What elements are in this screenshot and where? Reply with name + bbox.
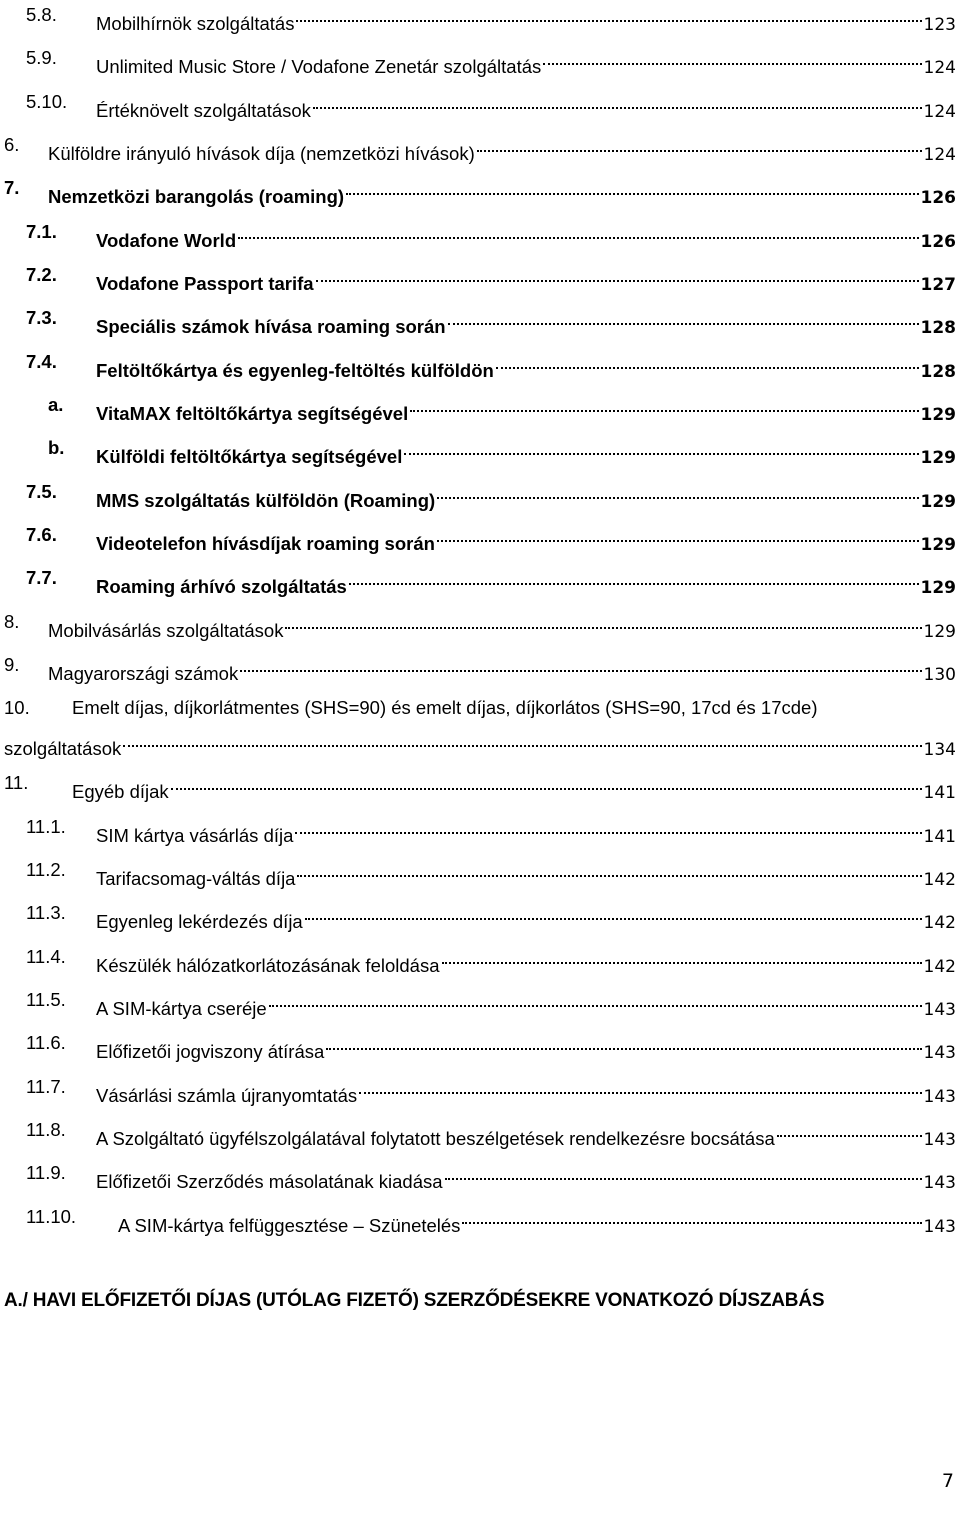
toc-entry[interactable] (0, 1202, 960, 1237)
toc-entry-page: 123 (923, 15, 956, 35)
toc-entry-number: 8. (4, 611, 20, 632)
toc-entry-number: 11.2. (26, 859, 66, 880)
toc-entry-number: 11. (4, 772, 29, 793)
dot-leader (123, 725, 921, 755)
toc-entry-title: Magyarországi számok (48, 663, 239, 684)
toc-entry-number: 7.7. (26, 567, 57, 588)
toc-entry-title: A SIM-kártya cseréje (96, 998, 267, 1019)
toc-entry-page: 142 (923, 870, 956, 890)
toc-entry[interactable] (0, 942, 960, 977)
toc-entry-page: 129 (920, 405, 956, 425)
dot-leader (445, 1158, 922, 1188)
dot-leader (410, 390, 918, 420)
toc-entry-number: 7.1. (26, 221, 57, 242)
toc-entry-number: 9. (4, 654, 20, 675)
dot-leader (313, 87, 922, 117)
toc-entry-page: 141 (923, 783, 956, 803)
toc-entry-page: 142 (923, 913, 956, 933)
toc-entry[interactable] (0, 985, 960, 1020)
toc-entry-number: 11.6. (26, 1032, 66, 1053)
toc-entry[interactable] (0, 520, 960, 555)
toc-entry-title: VitaMAX feltöltőkártya segítségével (96, 403, 409, 424)
toc-entry-number: 5.8. (26, 4, 57, 25)
toc-entry-page: 141 (923, 827, 956, 847)
dot-leader (543, 43, 921, 73)
dot-leader (296, 0, 921, 30)
dot-leader (349, 563, 919, 593)
toc-entry[interactable] (0, 812, 960, 847)
dot-leader (285, 607, 921, 637)
toc-entry-title: A Szolgáltató ügyfélszolgálatával folytatott beszélgetések rendelkezésre bocsátása (96, 1128, 775, 1149)
dot-leader (346, 173, 918, 203)
toc-entry-title: Videotelefon hívásdíjak roaming során (96, 533, 435, 554)
toc-entry-title: Nemzetközi barangolás (roaming) (48, 186, 345, 207)
toc-entry-page: 126 (920, 188, 956, 208)
toc-entry[interactable] (0, 607, 960, 642)
toc-entry-number: 6. (4, 134, 20, 155)
toc-entry-title: Előfizetői jogviszony átírása (96, 1041, 325, 1062)
toc-entry-title: Emelt díjas, díjkorlátmentes (SHS=90) és emelt díjas, díjkorlátos (SHS=90, 17cd és 17cde) (72, 697, 818, 718)
toc-entry[interactable] (0, 390, 960, 425)
toc-entry-number: 11.8. (26, 1119, 66, 1140)
toc-entry[interactable] (0, 217, 960, 252)
toc-entry-page: 127 (920, 275, 956, 295)
toc-entry-number: 7. (4, 177, 20, 198)
toc-entry[interactable] (0, 477, 960, 512)
toc-entry[interactable] (0, 347, 960, 382)
toc-entry-page: 124 (923, 145, 956, 165)
dot-leader (477, 130, 922, 160)
dot-leader (448, 303, 919, 333)
toc-entry-page: 129 (923, 622, 956, 642)
toc-entry-page: 143 (923, 1087, 956, 1107)
dot-leader (297, 855, 921, 885)
toc-entry-number: 10. (4, 697, 30, 718)
toc-entry-number: 11.7. (26, 1076, 66, 1097)
toc-entry-title: Roaming árhívó szolgáltatás (96, 576, 347, 597)
toc-entry-number: 11.4. (26, 946, 66, 967)
toc-entry-page: 143 (923, 1000, 956, 1020)
toc-entry-title: Értéknövelt szolgáltatások (96, 100, 311, 121)
toc-entry[interactable] (0, 0, 960, 35)
toc-entry-title: Unlimited Music Store / Vodafone Zenetár szolgáltatás (96, 56, 542, 77)
toc-entry-page: 129 (920, 448, 956, 468)
toc-entry-number: 11.1. (26, 816, 66, 837)
dot-leader (404, 433, 918, 463)
toc-entry-number: 7.2. (26, 264, 57, 285)
toc-entry-title: Külföldre irányuló hívások díja (nemzetközi hívások) (48, 143, 475, 164)
toc-entry-page: 128 (920, 318, 956, 338)
dot-leader (437, 520, 919, 550)
dot-leader (305, 898, 922, 928)
toc-entry-title: Vásárlási számla újranyomtatás (96, 1085, 358, 1106)
dot-leader (496, 347, 919, 377)
toc-entry[interactable] (0, 768, 960, 803)
toc-entry[interactable] (0, 433, 960, 468)
toc-entry-title: Speciális számok hívása roaming során (96, 316, 446, 337)
toc-entry[interactable] (0, 1072, 960, 1107)
toc-entry-page: 129 (920, 492, 956, 512)
toc-entry-title: Mobilhírnök szolgáltatás (96, 13, 295, 34)
toc-entry-title: Tarifacsomag-váltás díja (96, 868, 296, 889)
toc-entry-page: 124 (923, 58, 956, 78)
dot-leader (437, 477, 918, 507)
toc-entry-page: 129 (920, 535, 956, 555)
toc-entry-title: MMS szolgáltatás külföldön (Roaming) (96, 490, 436, 511)
toc-entry-number: 11.9. (26, 1162, 66, 1183)
toc-entry[interactable] (0, 855, 960, 890)
dot-leader (316, 260, 919, 290)
toc-entry-title: Vodafone World (96, 230, 237, 251)
dot-leader (777, 1115, 922, 1145)
toc-entry[interactable] (0, 898, 960, 933)
toc-entry-page: 142 (923, 957, 956, 977)
toc-entry-page: 143 (923, 1217, 956, 1237)
toc-entry-title: A SIM-kártya felfüggesztése – Szünetelés (118, 1215, 461, 1236)
toc-entry[interactable] (0, 260, 960, 295)
toc-entry[interactable] (0, 173, 960, 208)
toc-entry-title: Külföldi feltöltőkártya segítségével (96, 446, 403, 467)
toc-entry-number: a. (48, 394, 64, 415)
toc-entry-title: Feltöltőkártya és egyenleg-feltöltés külföldön (96, 360, 494, 381)
toc-entry-number: b. (48, 437, 65, 458)
toc-entry-page: 143 (923, 1043, 956, 1063)
toc-entry-number: 5.9. (26, 47, 57, 68)
dot-leader (442, 942, 922, 972)
toc-entry-number: 7.4. (26, 351, 57, 372)
toc-entry-number: 5.10. (26, 91, 68, 112)
toc-entry-title: Készülék hálózatkorlátozásának feloldása (96, 955, 440, 976)
toc-entry-page: 126 (920, 232, 956, 252)
toc-entry-number: 11.3. (26, 902, 66, 923)
toc-entry[interactable] (0, 130, 960, 165)
dot-leader (269, 985, 922, 1015)
dot-leader (295, 812, 921, 842)
page-number: 7 (941, 1470, 954, 1492)
toc-entry-number: 7.6. (26, 524, 57, 545)
toc-entry[interactable] (0, 725, 960, 760)
toc-entry-page: 124 (923, 102, 956, 122)
toc-entry-page: 134 (923, 740, 956, 760)
toc-entry-title: Előfizetői Szerződés másolatának kiadása (96, 1171, 443, 1192)
toc-entry[interactable] (0, 1028, 960, 1063)
dot-leader (240, 650, 921, 680)
toc-entry-page: 130 (923, 665, 956, 685)
dot-leader (238, 217, 918, 247)
toc-entry-number: 7.3. (26, 307, 57, 328)
toc-entry-page: 129 (920, 578, 956, 598)
toc-entry-title: Vodafone Passport tarifa (96, 273, 314, 294)
toc-entry[interactable] (0, 1115, 960, 1150)
toc-entry-title: Egyenleg lekérdezés díja (96, 911, 303, 932)
toc-entry[interactable] (0, 563, 960, 598)
toc-entry-number: 11.10. (26, 1206, 77, 1227)
toc-entry-title: Egyéb díjak (72, 781, 169, 802)
toc-entry-title: szolgáltatások (4, 738, 122, 759)
toc-entry-page: 128 (920, 362, 956, 382)
toc-entry-title: SIM kártya vásárlás díja (96, 825, 294, 846)
toc-entry[interactable] (0, 303, 960, 338)
toc-entry-number: 7.5. (26, 481, 57, 502)
toc-entry[interactable] (0, 87, 960, 122)
toc-entry-number: 11.5. (26, 989, 66, 1010)
dot-leader (462, 1202, 921, 1232)
toc-entry-title: Mobilvásárlás szolgáltatások (48, 620, 284, 641)
toc-entry[interactable] (0, 43, 960, 78)
section-heading: A./ HAVI ELŐFIZETŐI DÍJAS (UTÓLAG FIZETŐ) SZERZŐDÉSEKRE VONATKOZÓ DÍJSZABÁS (4, 1290, 825, 1311)
toc-entry-page: 143 (923, 1130, 956, 1150)
toc-entry[interactable] (0, 1158, 960, 1193)
toc-entry-page: 143 (923, 1173, 956, 1193)
dot-leader (171, 768, 922, 798)
dot-leader (359, 1072, 921, 1102)
dot-leader (326, 1028, 921, 1058)
toc-entry[interactable] (0, 650, 960, 685)
